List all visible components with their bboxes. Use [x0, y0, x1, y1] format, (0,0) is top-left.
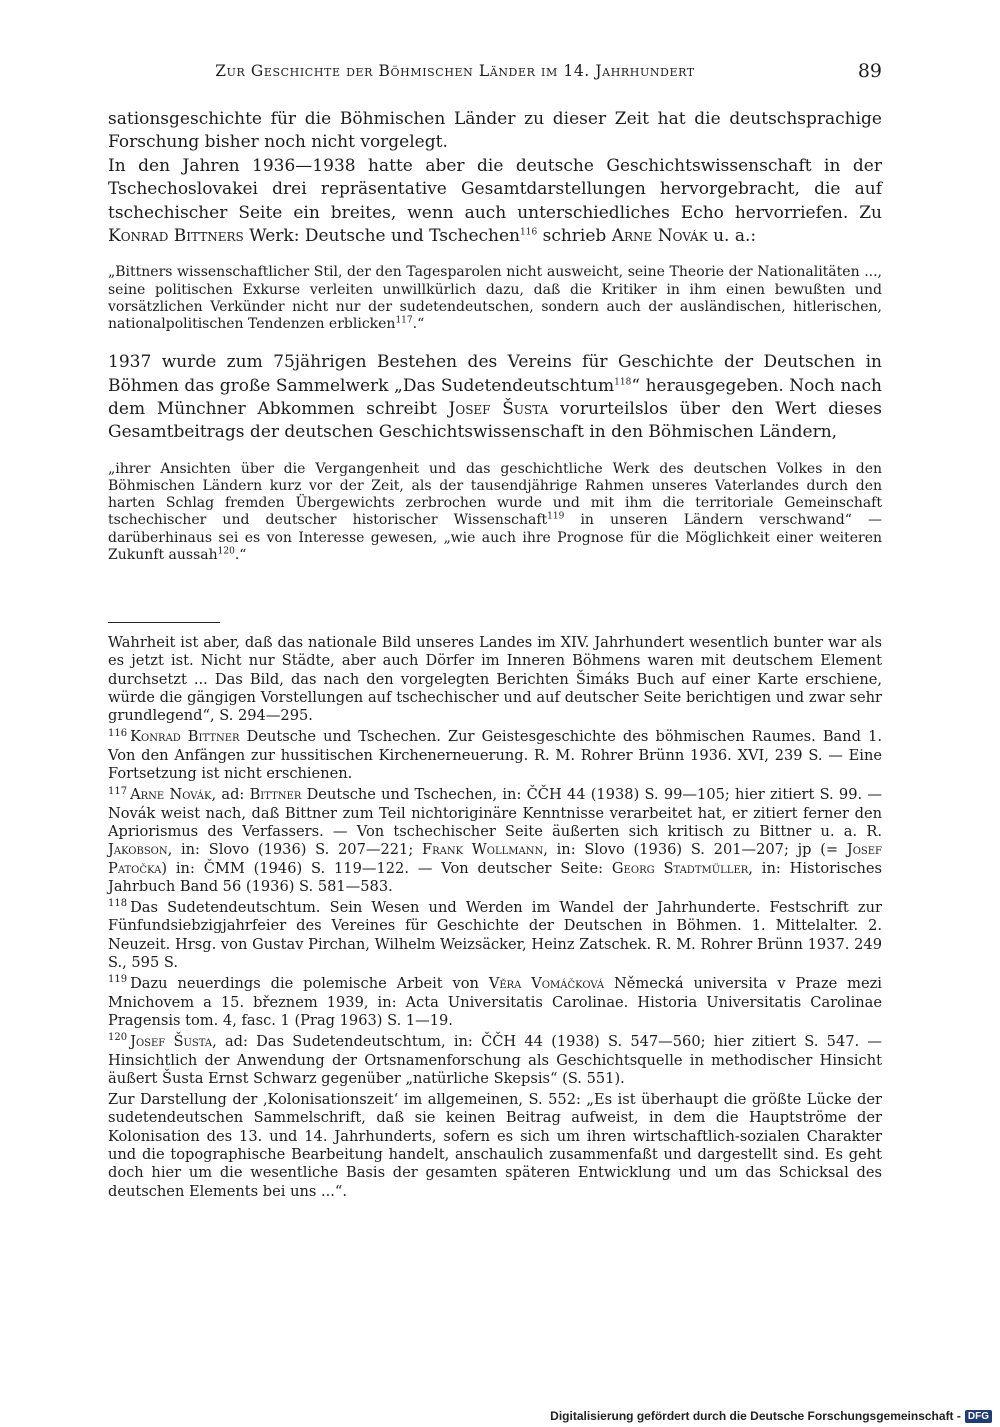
dfg-logo-icon[interactable]: DFG — [965, 1410, 992, 1423]
footnote-118: $^{118}$ Das Sudetendeutschtum. Sein Wesen und Werden im Wandel der Jahrhunderte. Festschrift zur Fünfundsiebzigjahrfeier des Vereines für Geschichte der Deutschen in Böhmen. 1. Mittelalter. 2. Neuzeit. Hrsg. von Gustav Pirchan, Wilhelm Weizsäcker, Heinz Zatschek. R. M. Rohrer Brünn 1937. 249 S., 595 S. — [108, 898, 882, 972]
footnote-ref-118[interactable]: 118 — [614, 377, 632, 387]
footnote-divider — [108, 622, 220, 623]
main-text — [108, 108, 882, 582]
digitization-credit — [550, 1409, 992, 1423]
paragraph-3: 1937 wurde zum 75jährigen Bestehen des Vereins für Geschichte der Deutschen in Böhmen das große Sammelwerk „Das Sudetendeutschtum$^{118}$“ herausgegeben. Noch nach dem Münchner Abkommen schreibt Josef Šusta vorurteilslos über den Wert dieses Gesamtbeitrags der deutschen Geschichtswissenschaft in den Böhmischen Ländern, — [108, 352, 882, 443]
author-name: Konrad Bittners — [108, 226, 244, 247]
footnote-ref-120[interactable]: 120 — [217, 546, 235, 557]
footnote-ref-117[interactable]: 117 — [395, 315, 413, 326]
footnote-117: $^{117}$ Arne Novák, ad: Bittner Deutsche und Tschechen, in: ČČH 44 (1938) S. 99—105; hier zitiert S. 99. — Novák weist nach, daß Bittner zum Teil nichtoriginäre Kenntnisse verarbeitet hat, er zitiert ferner den Apriorismus des Verfassers. — Von tschechischer Seite äußerten sich kritisch zu Bittner u. a. R. Jakobson, in: Slovo (1936) S. 207—221; Frank Wollmann, in: Slovo (1936) S. 201—207; jp (= Josef Patočka) in: ČMM (1946) S. 119—122. — Von deutscher Seite: Georg Stadtmüller, in: Historisches Jahrbuch Band 56 (1936) S. 581—583. — [108, 785, 883, 895]
footnote-120: $^{120}$ Josef Šusta, ad: Das Sudetendeutschtum, in: ČČH 44 (1938) S. 547—560; hier zitiert S. 547. — Hinsichtlich der Anwendung der Ortsnamenforschung als Geschichtsquelle in methodischer Hinsicht äußert Šusta Ernst Schwarz gegenüber „natürliche Skepsis“ (S. 551). — [108, 1032, 882, 1087]
paragraph-1: sationsgeschichte für die Böhmischen Länder zu dieser Zeit hat die deutschsprachige Forschung bisher noch nicht vorgelegt. — [108, 109, 882, 153]
running-title: Zur Geschichte der Böhmischen Länder im 14. Jahrhundert — [215, 62, 695, 80]
author-name: Arne Novák — [611, 226, 708, 247]
footnote-ref-119[interactable]: 119 — [547, 511, 565, 522]
credit-text: Digitalisierung gefördert durch die Deutsche Forschungsgemeinschaft - — [550, 1409, 961, 1423]
footnote-continuation: Wahrheit ist aber, daß das nationale Bild unseres Landes im XIV. Jahrhundert wesentlich bunter war als es jetzt ist. Nicht nur Städte, aber auch Dörfer im Inneren Böhmens waren mit deutschem Element durchsetzt ... Das Bild, das nach den vorgelegten Berichten Šimáks Buch auf einer Karte erschiene, würde die gängigen Vorstellungen auf tschechischer und auf deutscher Seite berichtigen und zwar sehr grundlegend“, S. 294—295. — [108, 634, 882, 725]
block-quote-2: „ihrer Ansichten über die Vergangenheit und das geschichtliche Werk des deutschen Volkes in den Böhmischen Ländern kurz vor der Zeit, als der tausendjährige Rahmen unseres Vaterlandes durch den harten Schlag fremden Übergewichts zerbrochen wurde und mit ihm die territoriale Gemeinschaft tschechischer und deutscher historischer Wissenschaft$^{119}$ in unseren Ländern verschwand“ — darüberhinaus sei es von Interesse gewesen, „wie auch ihre Prognose für die Möglichkeit einer weiteren Zukunft aussah$^{120}$.“ — [108, 460, 882, 563]
running-header — [108, 60, 882, 90]
paragraph-2: In den Jahren 1936—1938 hatte aber die deutsche Geschichtswissenschaft in der Tschechoslovakei drei repräsentative Gesamtdarstellungen hervorgebracht, die auf tschechischer Seite ein breites, wenn auch unterschiedliches Echo hervorriefen. Zu Konrad Bittners Werk: Deutsche und Tschechen$^{116}$ schrieb Arne Novák u. a.: — [108, 155, 882, 247]
page-number: 89 — [857, 60, 882, 82]
footnote-ref-116[interactable]: 116 — [520, 227, 538, 238]
author-name: Josef Šusta — [448, 399, 549, 420]
footnote-116: $^{116}$ Konrad Bittner Deutsche und Tschechen. Zur Geistesgeschichte des böhmischen Raumes. Band 1. Von den Anfängen zur hussitischen Kirchenerneuerung. R. M. Rohrer Brünn 1936. XVI, 239 S. — Eine Fortsetzung ist nicht erschienen. — [108, 727, 882, 783]
block-quote-1: „Bittners wissenschaftlicher Stil, der den Tagesparolen nicht ausweicht, seine Theorie der Nationalitäten ..., seine politischen Exkurse verleiten unwillkürlich dazu, daß die Kritiker in ihm einen bewußten und vorsätzlichen Verkünder nicht nur der sudetendeutschen, sondern auch der ausländischen, hitlerischen, nationalpolitischen Tendenzen erblicken$^{117}$.“ — [108, 264, 882, 333]
footnote-120-continuation: Zur Darstellung der ‚Kolonisationszeit‘ im allgemeinen, S. 552: „Es ist überhaupt die größte Lücke der sudetendeutschen Sammelschrift, daß sie keinen Beitrag aufweist, in dem die Hauptströme der Kolonisation des 13. und 14. Jahrhunderts, sofern es sich um ihren wirtschaftlich-sozialen Charakter und die topographische Bearbeitung handelt, anschaulich zusammenfaßt und dargestellt sind. Es geht doch hier um die wesentliche Basis der gesamten späteren Entwicklung und um das Schicksal des deutschen Elements bei uns ...“. — [108, 1091, 882, 1200]
footnote-119: $^{119}$ Dazu neuerdings die polemische Arbeit von Věra Vomáčková Německá universita v Praze mezi Mnichovem a 15. březnem 1939, in: Acta Universitatis Carolinae. Historia Universitatis Carolinae Pragensis tom. 4, fasc. 1 (Prag 1963) S. 1—19. — [108, 974, 882, 1029]
footnotes — [108, 634, 882, 1204]
